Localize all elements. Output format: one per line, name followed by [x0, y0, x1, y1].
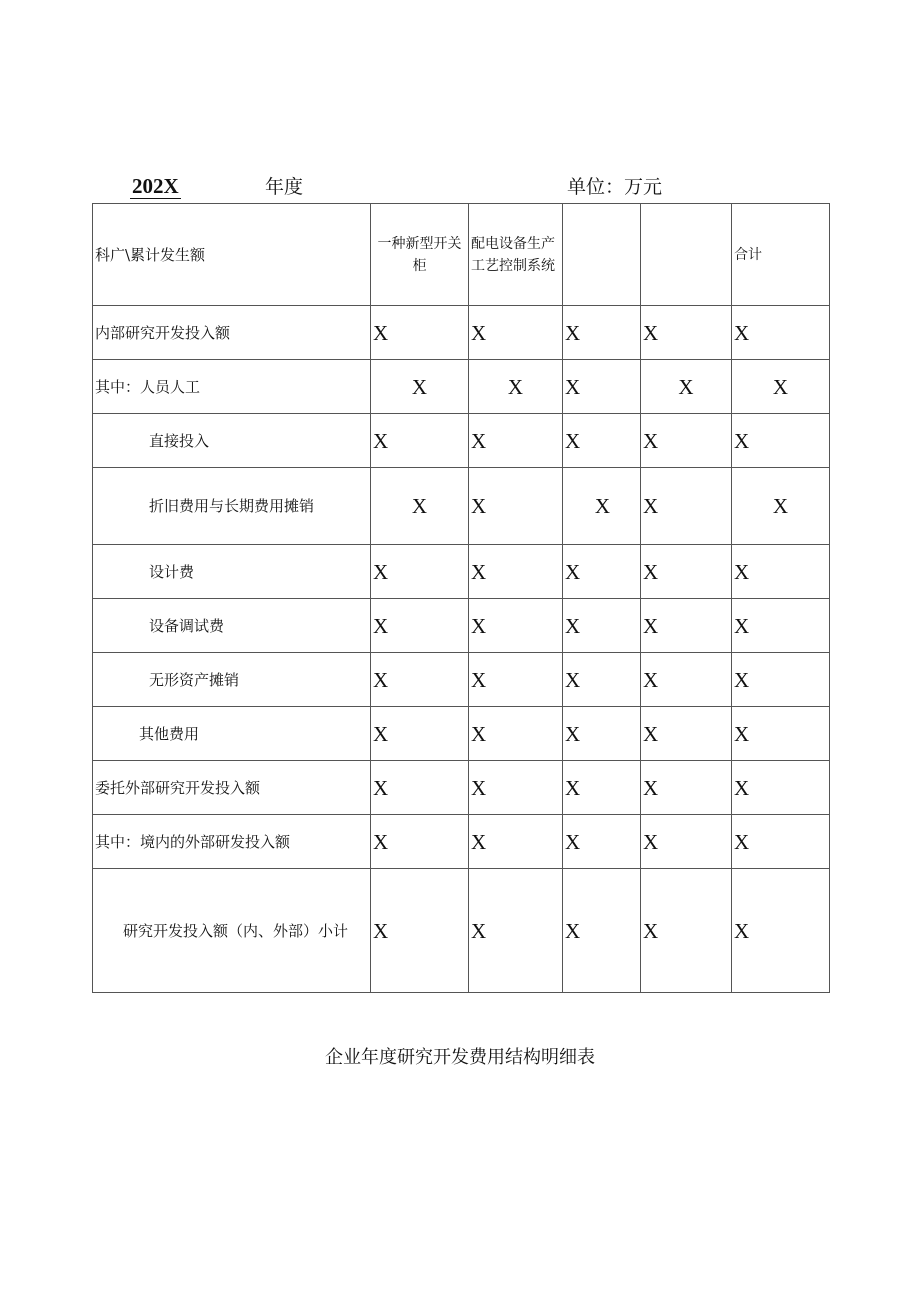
- table-cell: X: [732, 815, 830, 869]
- table-cell: X: [563, 707, 641, 761]
- corner-header: 科广\累计发生额: [93, 204, 371, 306]
- table-cell: X: [641, 545, 732, 599]
- table-row: [93, 815, 830, 869]
- table-cell: X: [469, 414, 563, 468]
- table-cell: X: [469, 653, 563, 707]
- column-header: 一种新型开关柜: [371, 204, 469, 306]
- column-header: 合计: [732, 204, 830, 306]
- row-label: 内部研究开发投入额: [93, 306, 371, 360]
- table-cell: X: [641, 869, 732, 993]
- table-cell: X: [732, 869, 830, 993]
- table-cell: X: [371, 545, 469, 599]
- table-cell: X: [732, 599, 830, 653]
- table-cell: X: [641, 599, 732, 653]
- column-header: [563, 204, 641, 306]
- table-cell: X: [371, 707, 469, 761]
- table-row: [93, 306, 830, 360]
- table-row: [93, 414, 830, 468]
- table-cell: X: [469, 815, 563, 869]
- table-cell: X: [371, 815, 469, 869]
- table-cell: X: [469, 545, 563, 599]
- column-header: [641, 204, 732, 306]
- table-header-row: [93, 204, 830, 306]
- table-cell: X: [469, 468, 563, 545]
- table-cell: X: [371, 306, 469, 360]
- table-cell: X: [563, 815, 641, 869]
- table-cell: X: [732, 468, 830, 545]
- table-cell: X: [371, 468, 469, 545]
- table-cell: X: [641, 468, 732, 545]
- row-label: 委托外部研究开发投入额: [93, 761, 371, 815]
- table-cell: X: [732, 360, 830, 414]
- table-cell: X: [641, 414, 732, 468]
- table-cell: X: [563, 869, 641, 993]
- table-cell: X: [732, 306, 830, 360]
- table-row: [93, 653, 830, 707]
- row-label: 其他费用: [93, 707, 371, 761]
- table-cell: X: [563, 653, 641, 707]
- table-cell: X: [563, 545, 641, 599]
- table-cell: X: [563, 306, 641, 360]
- row-label: 其中：境内的外部研发投入额: [93, 815, 371, 869]
- table-cell: X: [641, 761, 732, 815]
- table-caption: 企业年度研究开发费用结构明细表: [325, 1047, 595, 1068]
- table-cell: X: [371, 360, 469, 414]
- table-cell: X: [371, 761, 469, 815]
- table-cell: X: [469, 306, 563, 360]
- table-cell: X: [371, 653, 469, 707]
- table-cell: X: [732, 653, 830, 707]
- row-label: 设备调试费: [93, 599, 371, 653]
- table-cell: X: [371, 599, 469, 653]
- year-value: 202X: [132, 174, 179, 198]
- table-row: [93, 468, 830, 545]
- row-label: 研究开发投入额（内、外部）小计: [93, 869, 371, 993]
- table-cell: X: [563, 360, 641, 414]
- table-row: [93, 360, 830, 414]
- year-suffix: 年度: [265, 176, 304, 198]
- table-cell: X: [641, 360, 732, 414]
- table-cell: X: [563, 468, 641, 545]
- table-row: [93, 545, 830, 599]
- table-cell: X: [732, 414, 830, 468]
- table-cell: X: [732, 707, 830, 761]
- table-row: [93, 869, 830, 993]
- row-label: 其中：人员人工: [93, 360, 371, 414]
- table-cell: X: [641, 653, 732, 707]
- row-label: 设计费: [93, 545, 371, 599]
- table-cell: X: [563, 599, 641, 653]
- table-cell: X: [732, 545, 830, 599]
- table-cell: X: [469, 761, 563, 815]
- table-cell: X: [469, 599, 563, 653]
- table-cell: X: [563, 414, 641, 468]
- row-label: 折旧费用与长期费用摊销: [93, 468, 371, 545]
- table-row: [93, 761, 830, 815]
- column-header: 配电设备生产工艺控制系统: [469, 204, 563, 306]
- table-cell: X: [371, 869, 469, 993]
- table-cell: X: [371, 414, 469, 468]
- unit-label: 单位：万元: [567, 176, 663, 198]
- table-cell: X: [469, 869, 563, 993]
- row-label: 直接投入: [93, 414, 371, 468]
- table-row: [93, 707, 830, 761]
- table-cell: X: [469, 360, 563, 414]
- table-cell: X: [641, 815, 732, 869]
- table-row: [93, 599, 830, 653]
- table-cell: X: [732, 761, 830, 815]
- table-cell: X: [641, 707, 732, 761]
- table-cell: X: [641, 306, 732, 360]
- row-label: 无形资产摊销: [93, 653, 371, 707]
- table-cell: X: [469, 707, 563, 761]
- table-cell: X: [563, 761, 641, 815]
- rd-expense-table: [92, 203, 830, 993]
